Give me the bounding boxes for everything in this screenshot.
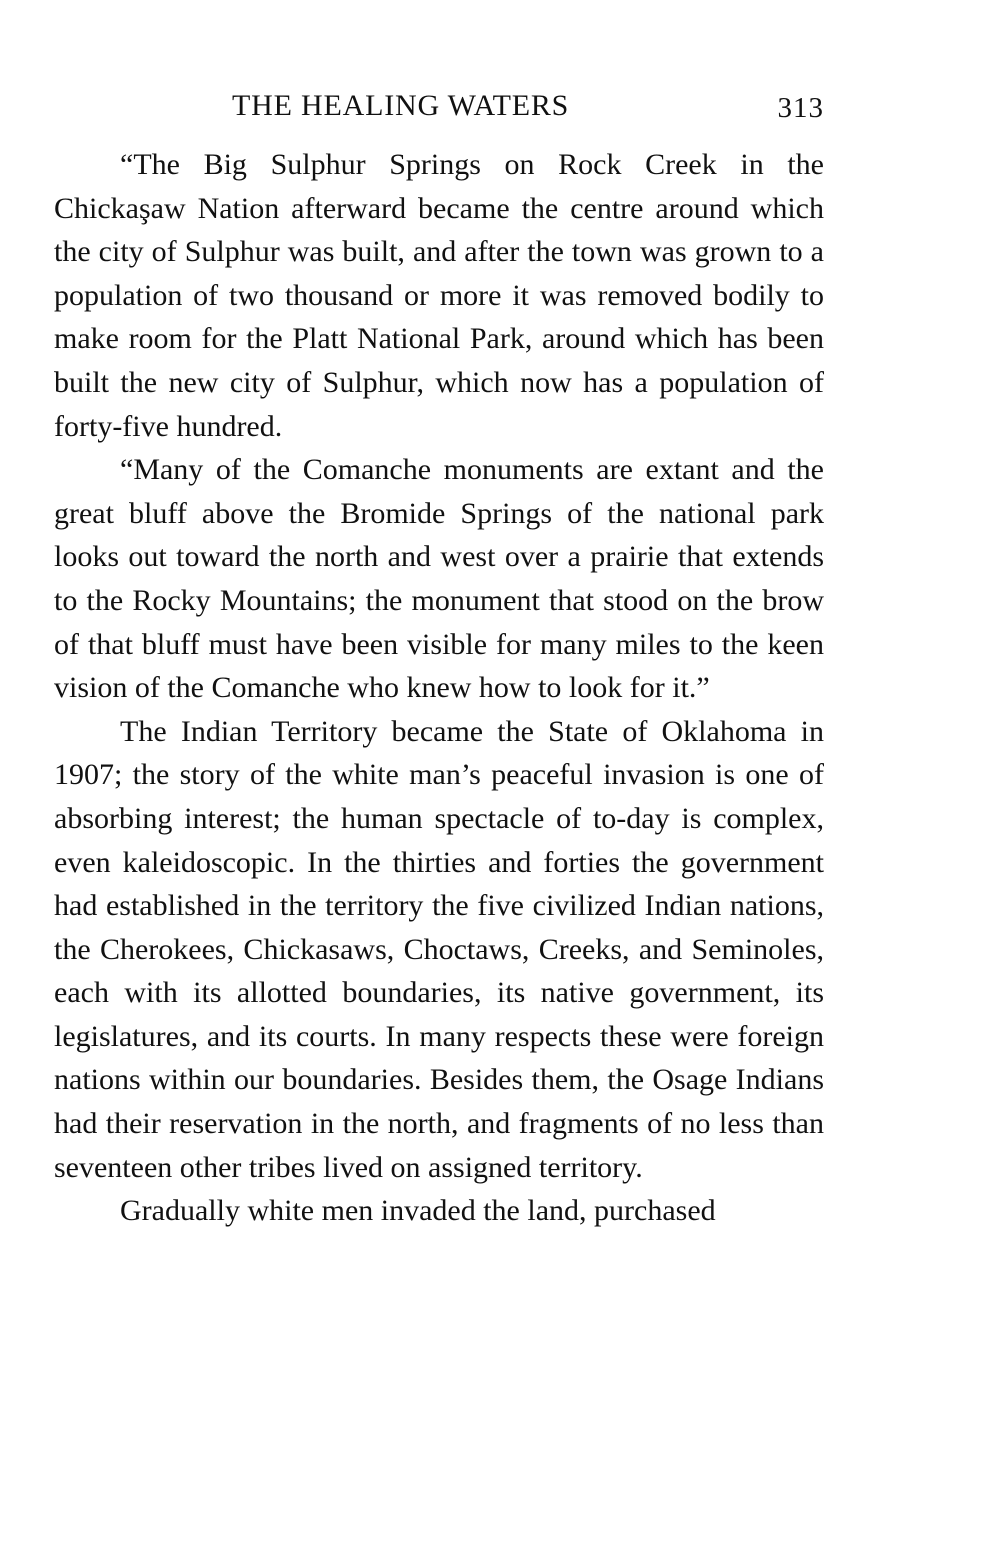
paragraph: “The Big Sulphur Springs on Rock Creek in the Chickaşaw Nation afterward became the centre around which the city of Sulphur was built, and after the town was grown to a population of two thousand or more it was removed bodily to make room for the Platt National Park, around which has been built the new city of Sulphur, which now has a population of forty-five hundred. — [54, 148, 824, 443]
page-number: 313 — [777, 92, 824, 124]
running-head — [54, 84, 824, 128]
paragraph: “Many of the Comanche monuments are extant and the great bluff above the Bromide Springs of the national park looks out toward the north and west over a prairie that extends to the Rocky Mountains; the monument that stood on the brow of that bluff must have been visible for many miles to the keen vision of the Comanche who knew how to look for it.” — [54, 453, 824, 705]
paragraph: Gradually white men invaded the land, purchased — [120, 1194, 716, 1228]
body-text — [54, 143, 824, 1233]
running-title: THE HEALING WATERS — [232, 89, 570, 122]
paragraph: The Indian Territory became the State of Oklahoma in 1907; the story of the white man’s peaceful invasion is one of absorbing interest; the human spectacle of to-day is complex, even kaleidoscopic. In the thirties and forties the government had established in the territory the five civilized Indian nations, the Cherokees, Chickasaws, Choctaws, Creeks, and Seminoles, each with its allotted boundaries, its native government, its legislatures, and its courts. In many respects these were foreign nations within our boundaries. Besides them, the Osage Indians had their reservation in the north, and fragments of no less than seventeen other tribes lived on assigned territory. — [54, 714, 824, 1184]
